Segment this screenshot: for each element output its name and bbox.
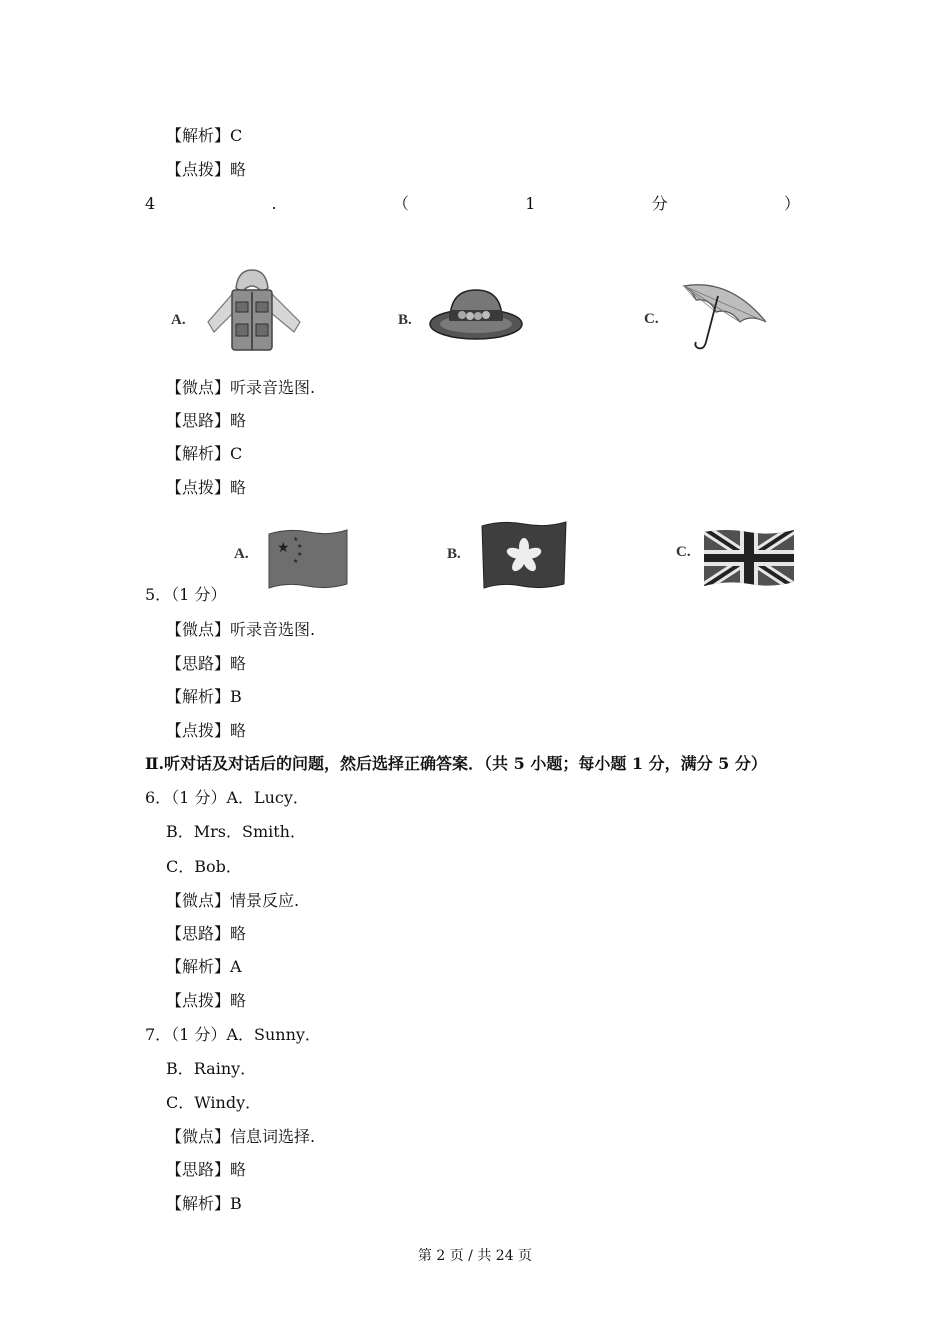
q4-micro-point: 【微点】听录音选图.	[166, 378, 316, 397]
hat-image	[428, 284, 524, 342]
uk-flag-image	[700, 526, 798, 590]
q3-analysis: 【解析】C	[166, 126, 243, 145]
q4-dot: .	[271, 194, 277, 213]
q6-analysis: 【解析】A	[166, 957, 242, 976]
q5-stem: 5．（1 分）	[145, 585, 227, 604]
q4-number: 4	[145, 194, 156, 213]
q5-tip: 【点拨】略	[166, 721, 247, 740]
svg-text:★: ★	[297, 543, 303, 550]
svg-text:★: ★	[297, 551, 303, 558]
page-footer: 第 2 页 / 共 24 页	[417, 1248, 533, 1264]
q5-analysis: 【解析】B	[166, 687, 242, 706]
svg-text:★: ★	[293, 558, 299, 565]
umbrella-image	[680, 278, 770, 352]
section-2-heading: Ⅱ.听对话及对话后的问题，然后选择正确答案．（共 5 小题；每小题 1 分，满分 5 分）	[145, 754, 767, 773]
q6-option-b: B．Mrs．Smith．	[166, 822, 306, 841]
svg-text:★: ★	[293, 536, 299, 543]
q4-paren-open: （	[392, 194, 409, 213]
q3-tip: 【点拨】略	[166, 160, 247, 179]
china-flag-image	[265, 526, 351, 592]
q4-analysis: 【解析】C	[166, 444, 243, 463]
q7-option-c: C．Windy．	[166, 1093, 262, 1112]
q4-thinking: 【思路】略	[166, 411, 247, 430]
q5-option-b-label: B.	[447, 546, 461, 562]
q6-micro-point: 【微点】情景反应.	[166, 891, 300, 910]
q4-option-a-label: A.	[171, 312, 186, 328]
q4-option-c-label: C.	[644, 311, 659, 327]
q6-thinking: 【思路】略	[166, 924, 247, 943]
q5-thinking: 【思路】略	[166, 654, 247, 673]
q6-tip: 【点拨】略	[166, 991, 247, 1010]
q4-stem	[145, 194, 800, 214]
q4-score-unit: 分	[651, 194, 668, 213]
q6-option-c: C．Bob．	[166, 857, 242, 876]
q7-stem: 7．（1 分）A．Sunny．	[145, 1025, 321, 1044]
q7-micro-point: 【微点】信息词选择.	[166, 1127, 316, 1146]
q5-option-a-label: A.	[234, 546, 249, 562]
q4-score-num: 1	[525, 194, 536, 213]
hooded-jacket-image	[200, 266, 305, 354]
q4-option-b-label: B.	[398, 312, 412, 328]
q6-stem: 6．（1 分）A．Lucy．	[145, 788, 309, 807]
q5-micro-point: 【微点】听录音选图.	[166, 620, 316, 639]
hong-kong-flag-image	[478, 520, 570, 590]
q7-thinking: 【思路】略	[166, 1160, 247, 1179]
q7-option-b: B．Rainy．	[166, 1059, 257, 1078]
q7-analysis: 【解析】B	[166, 1194, 242, 1213]
svg-text:★: ★	[277, 540, 290, 556]
q4-paren-close: ）	[783, 194, 800, 213]
q5-option-c-label: C.	[676, 544, 691, 560]
q4-tip: 【点拨】略	[166, 478, 247, 497]
